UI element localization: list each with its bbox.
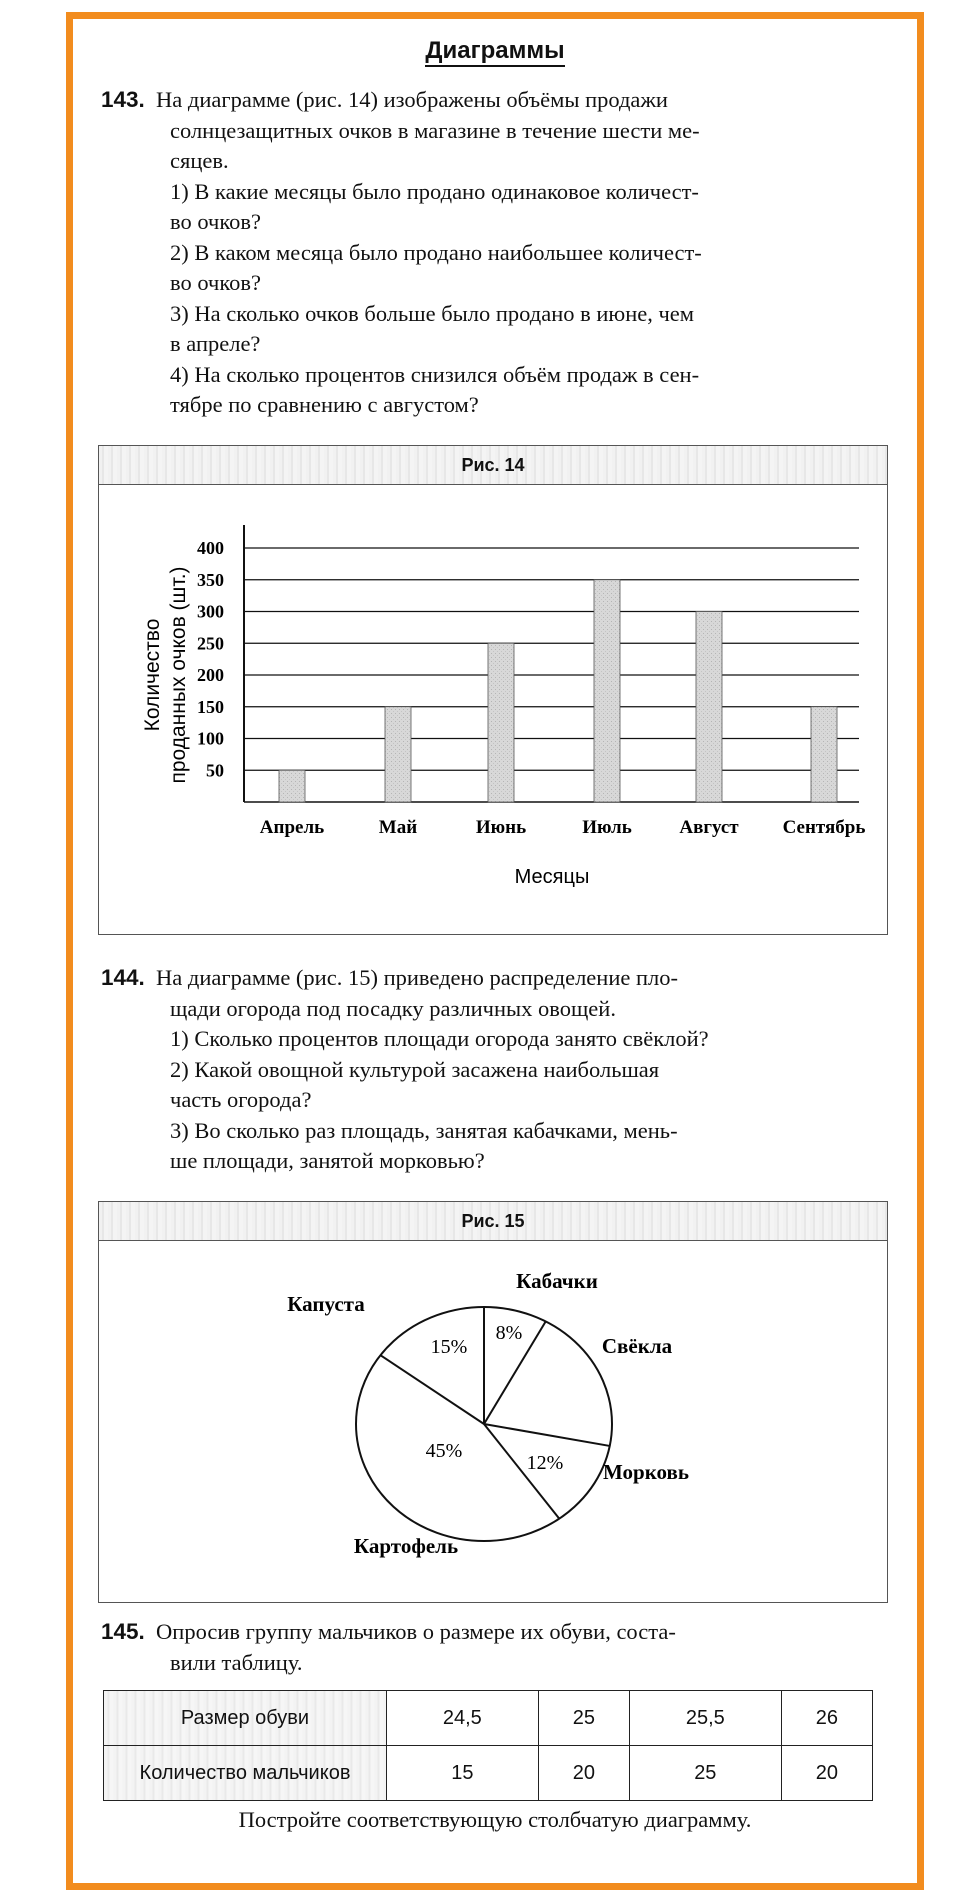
row-header: Размер обуви (104, 1691, 387, 1746)
y-axis-title (141, 566, 190, 783)
problem-number: 143. (101, 87, 145, 112)
question-3: 3) Во сколько раз площадь, занятая кабачками, мень- (170, 1117, 678, 1143)
x-axis-title: Месяцы (514, 866, 590, 888)
row-header: Количество мальчиков (104, 1746, 387, 1801)
pie-value-label: 15% (430, 1336, 468, 1358)
bar-1 (385, 707, 411, 802)
table-cell: 20 (781, 1746, 872, 1801)
figure-14 (98, 445, 888, 935)
y-tick-label: 300 (197, 601, 224, 622)
x-tick-label: Июнь (475, 817, 527, 838)
bar-chart (99, 485, 886, 935)
pie-category-label: Морковь (603, 1460, 689, 1484)
y-tick-label: 100 (197, 728, 224, 749)
problem-number: 144. (101, 965, 145, 990)
table-cell: 25,5 (629, 1691, 781, 1746)
question-3: 3) На сколько очков больше было продано в июне, чем (170, 300, 695, 326)
y-axis-title-line: проданных очков (шт.) (167, 566, 190, 784)
pie-category-label: Свёкла (601, 1334, 673, 1358)
table-cell: 25 (538, 1691, 629, 1746)
x-tick-label: Май (378, 817, 418, 838)
x-tick-label: Август (679, 817, 739, 838)
y-axis-title-line: Количество (141, 618, 164, 732)
y-tick-label: 50 (206, 760, 224, 781)
final-instruction: Постройте соответствующую столбчатую диаграмму. (238, 1807, 752, 1832)
problem-number: 145. (101, 1619, 145, 1644)
table-cell: 25 (629, 1746, 781, 1801)
question-2: 2) В каком месяца было продано наибольшее количест- (170, 239, 702, 265)
y-tick-label: 250 (197, 633, 224, 654)
y-tick-label: 400 (197, 538, 224, 558)
question-1: 1) Сколько процентов площади огорода занято свёклой? (170, 1026, 709, 1051)
bar-2 (488, 643, 514, 802)
bar-5 (811, 707, 837, 802)
problem-143: 143. На диаграмме (рис. 14) изображены объёмы продажи солнцезащитных очков в магазине в течение шести ме- сяцев. 1) В какие месяцы было продано одинаковое количест- во очков? 2) В каком месяца было продано наибольшее количест- во очков? 3) На сколько очков больше было продано в июне, чем в апреле? 4) На сколько процентов снизился объём продаж в сен- тябре по сравнению с августом? (101, 85, 891, 421)
pie-category-label: Капуста (287, 1292, 365, 1316)
pie-category-label: Картофель (353, 1534, 459, 1558)
table-row (104, 1746, 873, 1801)
x-tick-label: Апрель (259, 817, 325, 838)
y-tick-label: 200 (197, 665, 224, 685)
problem-145: 145. Опросив группу мальчиков о размере их обуви, соста- вили таблицу. (101, 1619, 676, 1675)
x-tick-label: Сентябрь (782, 817, 866, 838)
page-title: Диаграммы (73, 37, 917, 65)
pie-chart (99, 1241, 886, 1603)
question-1: 1) В какие месяцы было продано одинаковое количест- (170, 178, 699, 204)
pie-value-label: 12% (526, 1452, 564, 1474)
pie-category-label: Кабачки (516, 1269, 598, 1293)
shoe-size-table (103, 1690, 873, 1801)
pie-value-label: 8% (495, 1322, 523, 1344)
table-row (104, 1691, 873, 1746)
page-frame (66, 12, 924, 1890)
bar-0 (279, 770, 305, 802)
table-cell: 20 (538, 1746, 629, 1801)
question-4: 4) На сколько процентов снизился объём продаж в сен- (170, 361, 700, 387)
bar-4 (696, 612, 722, 803)
problem-144: 144. На диаграмме (рис. 15) приведено распределение пло- щади огорода под посадку различных овощей. 1) Сколько процентов площади огорода занято свёклой? 2) Какой овощной культурой засажена наибольшая часть огорода? 3) Во сколько раз площадь, занятая кабачками, мень- ше площади, занятой морковью? (101, 963, 891, 1177)
question-2: 2) Какой овощной культурой засажена наибольшая (170, 1056, 660, 1082)
figure-15 (98, 1201, 888, 1603)
x-tick-label: Июль (582, 817, 632, 838)
table-cell: 15 (387, 1746, 539, 1801)
figure-title: Рис. 15 (99, 1202, 887, 1241)
bar-3 (594, 580, 620, 802)
pie-value-label: 45% (425, 1440, 463, 1462)
y-tick-label: 350 (197, 569, 224, 590)
table-cell: 24,5 (387, 1691, 539, 1746)
table-cell: 26 (781, 1691, 872, 1746)
y-tick-label: 150 (197, 696, 224, 717)
figure-title: Рис. 14 (99, 446, 887, 485)
